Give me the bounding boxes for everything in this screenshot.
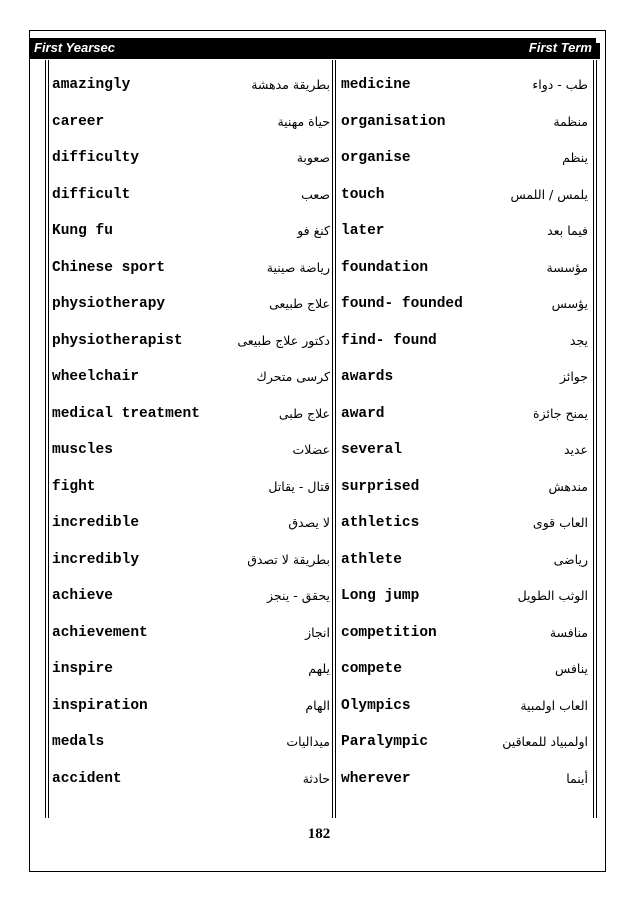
arabic-meaning: اولمبياد للمعاقين xyxy=(502,734,588,749)
arabic-meaning: ينظم xyxy=(562,150,588,165)
arabic-meaning: صعوبة xyxy=(296,150,330,165)
vocab-row xyxy=(0,213,638,249)
arabic-meaning: الوثب الطويل xyxy=(517,588,588,603)
arabic-meaning: فيما بعد xyxy=(547,223,588,238)
english-word: touch xyxy=(341,186,385,203)
vocab-row xyxy=(0,542,638,578)
vocab-row xyxy=(0,67,638,103)
english-word: Olympics xyxy=(341,697,411,714)
english-word: Chinese sport xyxy=(52,259,166,276)
vocab-row xyxy=(0,177,638,213)
english-word: physiotherapy xyxy=(52,296,166,312)
vocab-row xyxy=(0,359,638,395)
english-word: several xyxy=(341,442,402,458)
arabic-meaning: العاب اولمبية xyxy=(520,697,588,713)
english-word: achieve xyxy=(52,588,113,604)
english-word: medical treatment xyxy=(52,405,200,422)
arabic-meaning: علاج طبى xyxy=(278,405,330,421)
arabic-meaning: رياضة صينية xyxy=(266,259,330,275)
english-word: wherever xyxy=(341,770,411,787)
arabic-meaning: لا يصدق xyxy=(288,515,330,530)
vocab-row xyxy=(0,140,638,176)
arabic-meaning: يجد xyxy=(569,332,588,348)
english-word: find- found xyxy=(341,332,437,349)
english-word: muscles xyxy=(52,442,113,458)
english-word: awards xyxy=(341,369,394,385)
vocab-row xyxy=(0,396,638,432)
arabic-meaning: عضلات xyxy=(292,442,330,457)
arabic-meaning: العاب قوى xyxy=(532,515,588,530)
english-word: Paralympic xyxy=(341,734,429,750)
vocab-row xyxy=(0,724,638,760)
arabic-meaning: ميداليات xyxy=(286,734,330,749)
arabic-meaning: يمنح جائزة xyxy=(533,405,588,421)
english-word: incredibly xyxy=(52,551,140,568)
english-word: foundation xyxy=(341,259,429,276)
arabic-meaning: بطريقة لا تصدق xyxy=(247,551,330,567)
arabic-meaning: يلمس / اللمس xyxy=(510,186,588,202)
arabic-meaning: طب - دواء xyxy=(532,77,588,92)
english-word: career xyxy=(52,113,105,130)
arabic-meaning: قتال - يقاتل xyxy=(268,478,330,494)
english-word: Long jump xyxy=(341,588,420,604)
header-left-title: First Yearsec xyxy=(34,40,115,55)
page-number: 182 xyxy=(307,826,331,842)
arabic-meaning: كنغ فو xyxy=(297,223,330,238)
arabic-meaning: الهام xyxy=(305,697,330,713)
english-word: wheelchair xyxy=(52,369,140,385)
english-word: medals xyxy=(52,734,105,750)
english-word: surprised xyxy=(341,478,420,495)
english-word: difficulty xyxy=(52,150,140,166)
english-word: athlete xyxy=(341,551,402,568)
vocab-row xyxy=(0,104,638,140)
arabic-meaning: جوائز xyxy=(559,369,588,384)
arabic-meaning: انجاز xyxy=(305,624,330,640)
english-word: inspire xyxy=(52,661,113,677)
english-word: Kung fu xyxy=(52,223,113,239)
english-word: achievement xyxy=(52,624,148,641)
english-word: award xyxy=(341,405,385,422)
arabic-meaning: دكتور علاج طبيعى xyxy=(237,332,330,348)
vocab-row xyxy=(0,505,638,541)
english-word: competition xyxy=(341,624,437,641)
english-word: incredible xyxy=(52,515,140,531)
vocab-row xyxy=(0,323,638,359)
arabic-meaning: صعب xyxy=(301,186,330,202)
arabic-meaning: حياة مهنية xyxy=(277,113,330,129)
english-word: organise xyxy=(341,150,411,166)
english-word: accident xyxy=(52,770,122,787)
arabic-meaning: يؤسس xyxy=(551,296,588,311)
arabic-meaning: يحقق - ينجز xyxy=(267,588,330,603)
header-right-title: First Term xyxy=(528,40,592,55)
arabic-meaning: يلهم xyxy=(308,661,330,676)
header-bar xyxy=(30,38,596,57)
header-underline xyxy=(30,57,600,59)
arabic-meaning: كرسى متحرك xyxy=(256,369,330,384)
vocab-row xyxy=(0,432,638,468)
arabic-meaning: بطريقة مدهشة xyxy=(251,77,330,92)
vocab-row xyxy=(0,651,638,687)
english-word: difficult xyxy=(52,186,131,203)
arabic-meaning: مندهش xyxy=(548,478,588,494)
english-word: found- founded xyxy=(341,296,463,312)
english-word: compete xyxy=(341,661,402,677)
english-word: later xyxy=(341,223,385,239)
english-word: fight xyxy=(52,478,96,495)
english-word: athletics xyxy=(341,515,420,531)
arabic-meaning: منظمة xyxy=(553,113,588,129)
vocab-row xyxy=(0,250,638,286)
arabic-meaning: حادثة xyxy=(302,770,330,786)
english-word: amazingly xyxy=(52,77,131,93)
vocab-row xyxy=(0,286,638,322)
arabic-meaning: رياضى xyxy=(553,551,588,567)
arabic-meaning: منافسة xyxy=(549,624,588,640)
english-word: physiotherapist xyxy=(52,332,183,349)
arabic-meaning: مؤسسة xyxy=(546,259,588,275)
arabic-meaning: علاج طبيعى xyxy=(269,296,330,311)
english-word: organisation xyxy=(341,113,446,130)
vocab-row xyxy=(0,761,638,797)
arabic-meaning: ينافس xyxy=(555,661,588,676)
vocab-row xyxy=(0,578,638,614)
english-word: inspiration xyxy=(52,697,148,714)
arabic-meaning: أينما xyxy=(566,770,588,786)
vocab-row xyxy=(0,615,638,651)
vocab-row xyxy=(0,688,638,724)
vocab-row xyxy=(0,469,638,505)
english-word: medicine xyxy=(341,77,411,93)
arabic-meaning: عديد xyxy=(563,442,588,457)
